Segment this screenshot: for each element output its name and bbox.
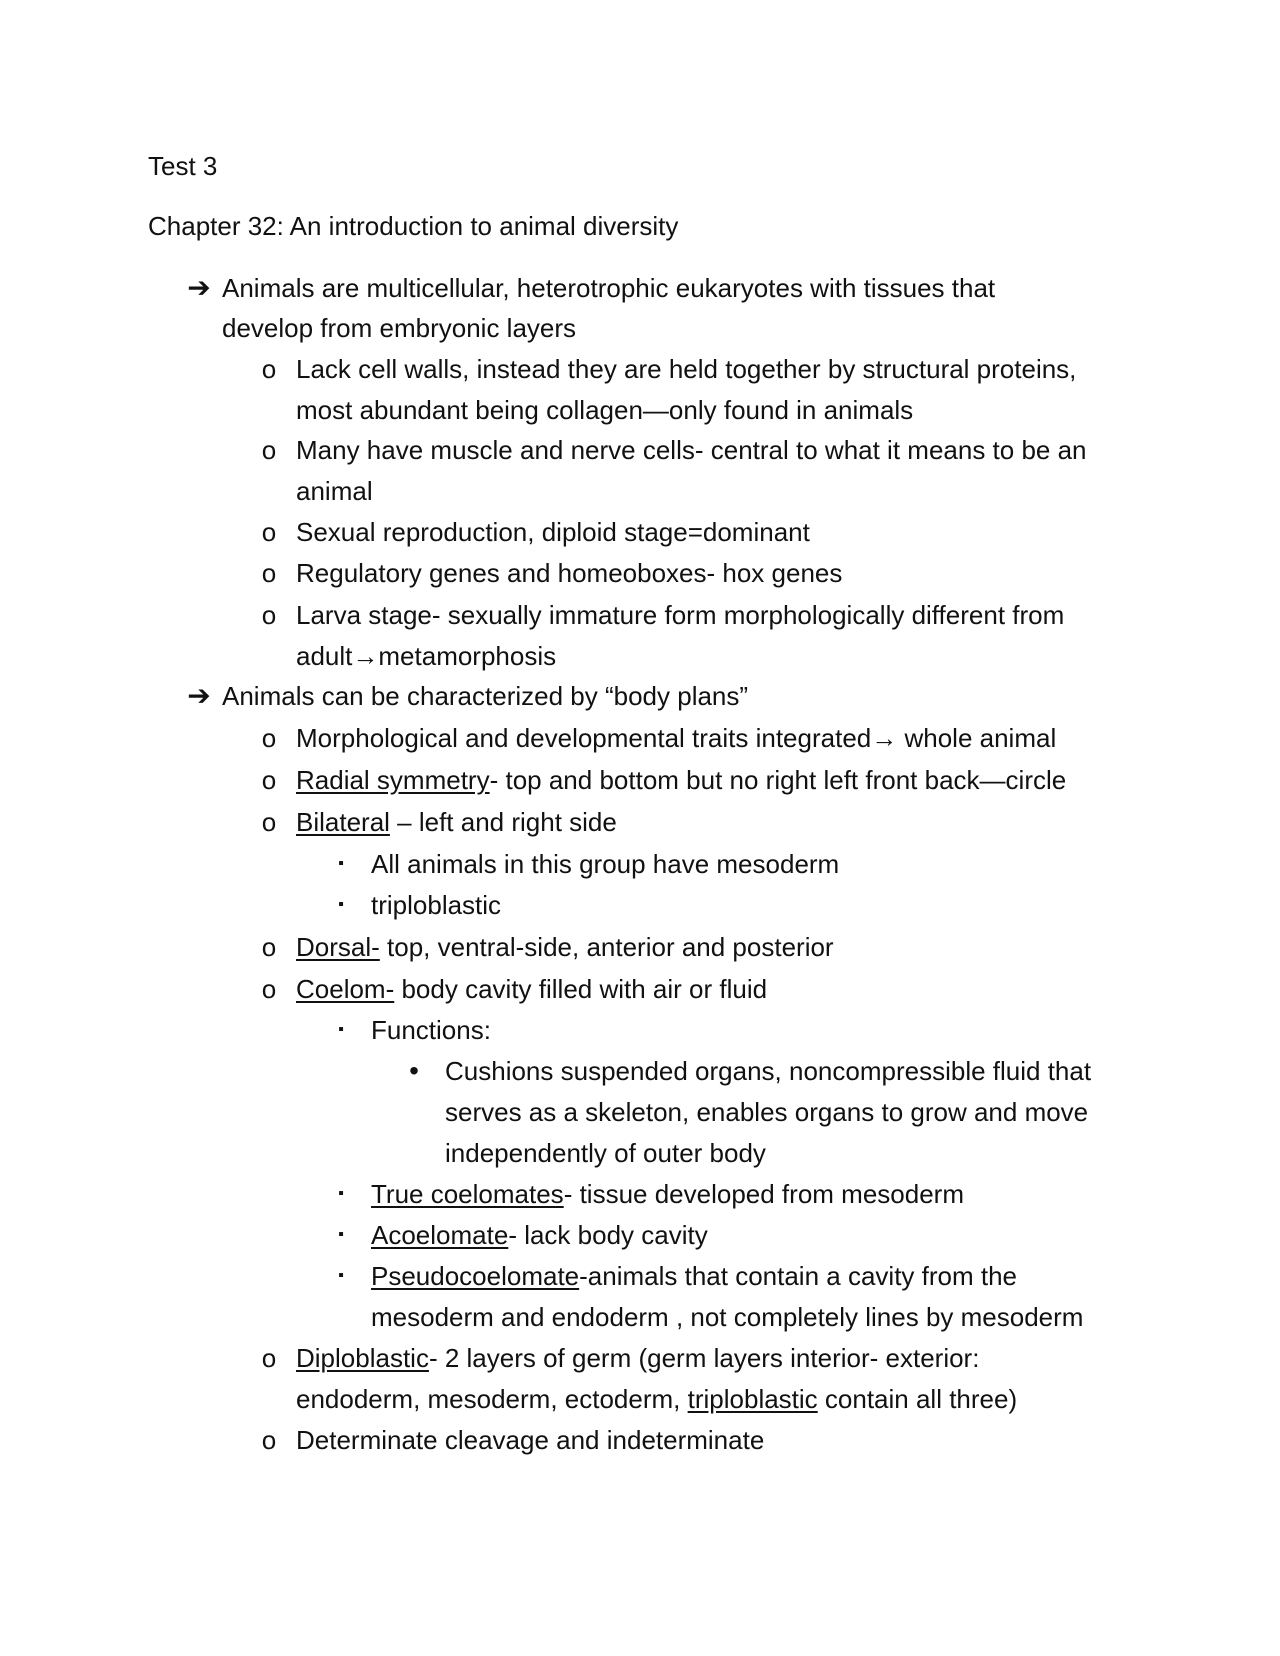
term-true-coelomates: True coelomates — [371, 1179, 564, 1209]
list-item-muscle-line1: Many have muscle and nerve cells- central to what it means to be an — [296, 435, 1087, 465]
square-bullet-icon: ▪ — [338, 1021, 344, 1038]
circle-bullet-icon: o — [261, 807, 277, 837]
right-arrow-icon: → — [871, 723, 898, 753]
term-acoelomate: Acoelomate — [371, 1220, 509, 1250]
circle-bullet-icon: o — [261, 932, 277, 962]
list-item-muscle-line2: animal — [296, 476, 373, 506]
list-item-functions: Functions: — [371, 1015, 491, 1045]
circle-bullet-icon: o — [261, 435, 277, 465]
circle-bullet-icon: o — [261, 1425, 277, 1455]
section1-heading-line2: develop from embryonic layers — [222, 313, 577, 343]
list-item-morphological: Morphological and developmental traits integrated→ whole animal — [296, 723, 1057, 753]
chapter-heading: Chapter 32: An introduction to animal diversity — [148, 211, 679, 241]
list-item-regulatory: Regulatory genes and homeoboxes- hox genes — [296, 558, 843, 588]
term-pseudocoelomate: Pseudocoelomate — [371, 1261, 580, 1291]
list-item-larva-line2: adult→metamorphosis — [296, 641, 557, 671]
list-item-diploblastic-line1: Diploblastic- 2 layers of germ (germ layers interior- exterior: — [296, 1343, 980, 1373]
list-item-bilateral: Bilateral – left and right side — [296, 807, 617, 837]
arrow-bullet-icon: ➔ — [187, 680, 211, 711]
list-item-determinate: Determinate cleavage and indeterminate — [296, 1425, 765, 1455]
circle-bullet-icon: o — [261, 517, 277, 547]
term-bilateral: Bilateral — [296, 807, 390, 837]
term-radial-symmetry: Radial symmetry — [296, 765, 490, 795]
list-item-functions-desc-line3: independently of outer body — [445, 1138, 766, 1168]
circle-bullet-icon: o — [261, 1343, 277, 1373]
list-item-dorsal: Dorsal- top, ventral-side, anterior and posterior — [296, 932, 834, 962]
term-diploblastic: Diploblastic — [296, 1343, 429, 1373]
section1-heading-line1: Animals are multicellular, heterotrophic eukaryotes with tissues that — [222, 273, 996, 303]
list-item-cell-walls-line1: Lack cell walls, instead they are held together by structural proteins, — [296, 354, 1077, 384]
list-item-true-coelomates: True coelomates- tissue developed from mesoderm — [371, 1179, 964, 1209]
circle-bullet-icon: o — [261, 974, 277, 1004]
arrow-bullet-icon: ➔ — [187, 272, 211, 303]
list-item-diploblastic-line2: endoderm, mesoderm, ectoderm, triploblastic contain all three) — [296, 1384, 1018, 1414]
circle-bullet-icon: o — [261, 765, 277, 795]
list-item-functions-desc-line1: Cushions suspended organs, noncompressible fluid that — [445, 1056, 1092, 1086]
circle-bullet-icon: o — [261, 600, 277, 630]
list-item-functions-desc-line2: serves as a skeleton, enables organs to grow and move — [445, 1097, 1089, 1127]
circle-bullet-icon: o — [261, 558, 277, 588]
document-title: Test 3 — [148, 151, 218, 181]
list-item-larva-line1: Larva stage- sexually immature form morphologically different from — [296, 600, 1065, 630]
list-item-radial: Radial symmetry- top and bottom but no right left front back—circle — [296, 765, 1067, 795]
section2-heading: Animals can be characterized by “body plans” — [222, 681, 749, 711]
list-item-sexual: Sexual reproduction, diploid stage=dominant — [296, 517, 810, 547]
list-item-triploblastic: triploblastic — [371, 890, 502, 920]
list-item-mesoderm: All animals in this group have mesoderm — [371, 849, 840, 879]
dot-bullet-icon: • — [409, 1055, 419, 1086]
square-bullet-icon: ▪ — [338, 896, 344, 913]
term-dorsal: Dorsal- — [296, 932, 380, 962]
right-arrow-icon: → — [352, 641, 379, 671]
circle-bullet-icon: o — [261, 723, 277, 753]
square-bullet-icon: ▪ — [338, 1185, 344, 1202]
square-bullet-icon: ▪ — [338, 855, 344, 872]
circle-bullet-icon: o — [261, 354, 277, 384]
list-item-acoelomate: Acoelomate- lack body cavity — [371, 1220, 708, 1250]
square-bullet-icon: ▪ — [338, 1267, 344, 1284]
list-item-pseudocoelomate-line2: mesoderm and endoderm , not completely lines by mesoderm — [371, 1302, 1084, 1332]
list-item-cell-walls-line2: most abundant being collagen—only found in animals — [296, 395, 914, 425]
list-item-pseudocoelomate-line1: Pseudocoelomate-animals that contain a cavity from the — [371, 1261, 1018, 1291]
list-item-coelom: Coelom- body cavity filled with air or fluid — [296, 974, 768, 1004]
term-coelom: Coelom- — [296, 974, 395, 1004]
square-bullet-icon: ▪ — [338, 1226, 344, 1243]
term-triploblastic: triploblastic — [687, 1384, 818, 1414]
